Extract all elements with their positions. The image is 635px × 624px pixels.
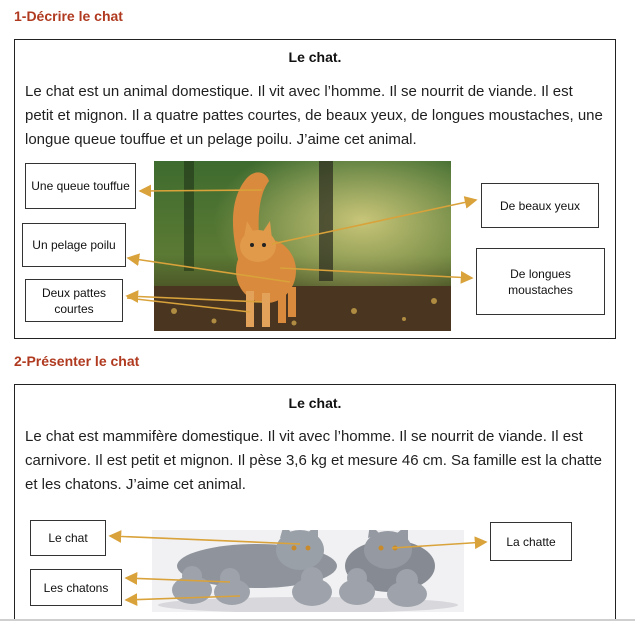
label-cat: Le chat (30, 520, 106, 556)
section1-title: Le chat. (288, 49, 342, 65)
label-legs: Deux pattes courtes (25, 279, 123, 322)
cat-family-photo (152, 530, 464, 612)
label-tail: Une queue touffue (25, 163, 136, 209)
section2-heading: 2-Présenter le chat (14, 353, 140, 369)
label-whiskers: De longues moustaches (476, 248, 605, 315)
section1-paragraph: Le chat est un animal domestique. Il vit avec l’homme. Il se nourrit de viande. Il est petit et mignon. Il a quatre pattes courtes, de beaux yeux, de longues moustaches, une longue queue touffue et un pelage poilu. J’aime cet animal. (25, 83, 603, 148)
label-female-cat: La chatte (490, 522, 572, 561)
label-eyes: De beaux yeux (481, 183, 599, 228)
walking-cat-photo (154, 161, 451, 331)
bottom-divider (0, 619, 635, 621)
section2-paragraph: Le chat est mammifère domestique. Il vit avec l’homme. Il se nourrit de viande. Il est carnivore. Il est petit et mignon. Il pèse 3,6 kg et mesure 46 cm. Sa famille est la chatte et les chatons. J’aime cet animal. (25, 428, 602, 493)
label-kittens: Les chatons (30, 569, 122, 606)
section2-title: Le chat. (288, 395, 342, 411)
label-fur: Un pelage poilu (22, 223, 126, 267)
section1-heading: 1-Décrire le chat (14, 8, 123, 24)
